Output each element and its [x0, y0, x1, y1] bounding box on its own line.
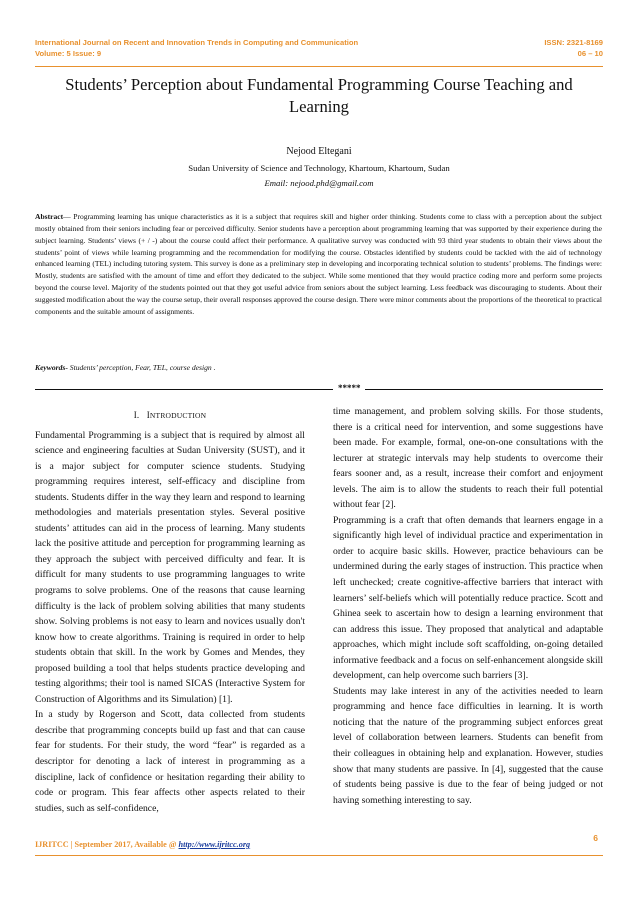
- page-number: 6: [593, 833, 598, 843]
- header-right: [544, 38, 603, 59]
- header-left: [35, 38, 358, 59]
- paragraph: Programming is a craft that often demands that learners engage in a significantly high level of individual practice and experimentation in order to acquire basic skills. However, practice behaviours can be undermined during the early stages of instruction. This practice when left unchecked; create cognitive-affective barriers that interact with learners’ self-beliefs which will potentially reduce practice. Scott and Ghinea seek to ascertain how to design a learning environment that can address this issue. They proposed that analytical and adaptable approaches, which might include soft scaffolding, on-going detailed informative feedback and a focus on self-enhancement alongside skill development, can help overcome such barriers [3].: [333, 514, 603, 682]
- author-name: Nejood Eltegani: [286, 146, 352, 157]
- left-column: [35, 404, 305, 816]
- section-title-initial: I: [146, 410, 150, 420]
- abstract-dash: —: [63, 212, 74, 221]
- separator-stars: *****: [338, 383, 361, 393]
- paragraph: Fundamental Programming is a subject that is required by almost all science and engineering faculties at Sudan University (SUST), and it is a major subject for computer science students. Studying programming requires interest, self-efficacy and discipline from students. Students differ in the way they learn and respond to learning methodologies and materials presentation styles. Several positive students’ attitudes can aid in the process of learning. Many students lack the positive attitude and perception for programming learning as they approach the subject with perceived difficulty and fear. It is difficult for many students to use programming languages to write programs to solve problems. One of the reasons that cause learning difficulty is the lack of problem solving abilities that many students show. Solving problems is not easy to learn and novices usually don't know how to create algorithms. Training is required in order to help students obtain that skill. In the work by Gomes and Mendes, they proposed building a tool that helps students practice developing and testing algorithms; their tool is named SICAS (Interactive System for Construction of Algorithms and its Simulation) [1].: [35, 429, 305, 705]
- paragraph: Students may lake interest in any of the activities needed to learn programming and hence face difficulties in learning. It is worth noticing that the nature of the programming subject enforces great level of collaboration between learners. Students can benefit from their colleagues in obtaining help and explanation. However, studies show that many students are passive. In [4], suggested that the cause of students being passive is due to the fear of being judged or not having something interesting to say.: [333, 685, 603, 806]
- paragraph: In a study by Rogerson and Scott, data collected from students describe that programming concepts build up fast and that can cause fear for students. For their study, the word “fear” is regarded as a descriptor for denoting a lack of interest in programming as a discipline, lack of confidence or hesitation regarding their ability to code or program. This fear affects other aspects related to their studies, such as self-confidence,: [35, 709, 305, 814]
- abstract-label: Abstract: [35, 212, 64, 221]
- page-range: 06 – 10: [577, 48, 603, 58]
- section-separator: [35, 384, 603, 394]
- section-heading-introduction: [35, 408, 305, 424]
- separator-line-left: [35, 389, 333, 390]
- volume-issue: Volume: 5 Issue: 9: [35, 48, 102, 58]
- keywords-label: Keywords-: [35, 363, 68, 372]
- footer: [35, 840, 250, 849]
- footer-text: IJRITCC | September 2017, Available @: [35, 840, 179, 849]
- keywords-text: Students’ perception, Fear, TEL, course design .: [67, 363, 216, 372]
- separator-line-right: [365, 389, 603, 390]
- section-title-rest: NTRODUCTION: [149, 411, 207, 420]
- section-number: I.: [133, 410, 140, 420]
- abstract-text: Programming learning has unique characteristics as it is a subject that requires skill and higher order thinking. Students come to class with a perception about the subject mostly obtained from their seniors including fear or perceived difficulty. Senior students have a perception about programming learning that was supported by their experience during the subject learning. Students’ views (+ / -) about the course could affect their performance. A qualitative survey was conducted with 93 third year students to obtain their views about the students’ point of views while learning programming and the recommendation for modifying the course. Obstacles identified by students could be tackled with the aid of technology enhanced learning (TEL) including tutoring system. This survey is done as a preliminary step in developing and incorporating technical solution to students’ problems. The findings were: Mostly, students are satisfied with the amount of time and effort they dedicated to the subject. While some mentioned that they would practice coding more and perform some projects beyond the course level. Majority of the students pointed out that they got useful advice from seniors about the subject learning. Less feedback was discouraging to students. About their suggested modification about the way the course setup, their overall responses approved the course design. There were minor comments about the proportions of the theoretical to practical components and the suitable amount of assignments.: [35, 212, 603, 316]
- abstract: [35, 211, 602, 318]
- paragraph: time management, and problem solving skills. For those students, there is a critical need for intervention, and some suggestions have been made. For example, formal, one-on-one consultations with the lecturer at strategic intervals may help students to overcome their fears sooner and, as a result, increase their comfort and enjoyment levels. The aim is to allow the students to reach their full potential without fear [2].: [333, 406, 603, 511]
- journal-link[interactable]: http://www.ijritcc.org: [178, 840, 251, 849]
- right-column: [333, 404, 603, 808]
- paper-title: Students’ Perception about Fundamental Programming Course Teaching and Learning: [65, 75, 573, 116]
- footer-rule: [35, 855, 603, 856]
- journal-name: International Journal on Recent and Innovation Trends in Computing and Communication: [35, 38, 359, 47]
- keywords: [35, 363, 215, 372]
- issn: ISSN: 2321-8169: [544, 38, 603, 47]
- header-rule: [35, 66, 603, 67]
- author-email: Email: nejood.phd@gmail.com: [264, 178, 374, 188]
- author-affiliation: Sudan University of Science and Technology, Khartoum, Khartoum, Sudan: [188, 163, 450, 173]
